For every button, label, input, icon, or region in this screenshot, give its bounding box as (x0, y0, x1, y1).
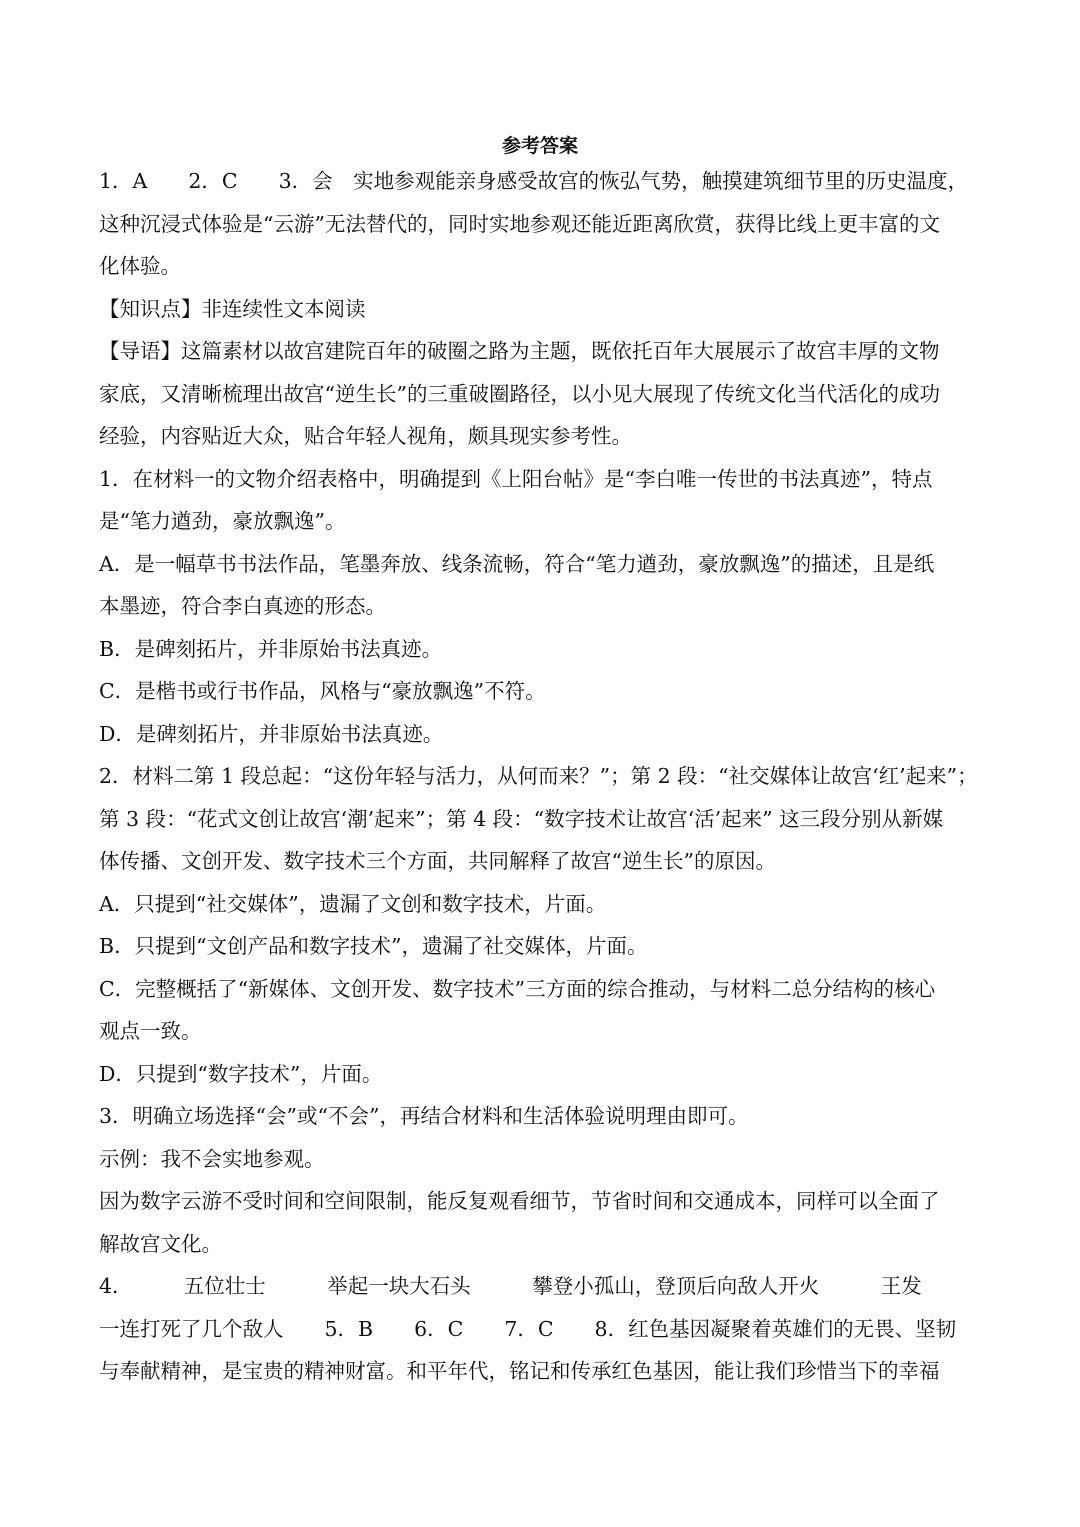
text-line: 4． 五位壮士 举起一块大石头 攀登小孤山，登顶后向敌人开火 王发 (99, 1274, 922, 1298)
text-line: D．只提到“数字技术”，片面。 (99, 1061, 383, 1086)
text-line: 与奉献精神，是宝贵的精神财富。和平年代，铭记和传承红色基因，能让我们珍惜当下的幸福 (99, 1359, 940, 1383)
text-line: 化体验。 (99, 254, 181, 278)
text-line: 因为数字云游不受时间和空间限制，能反复观看细节，节省时间和交通成本，同样可以全面了 (99, 1189, 940, 1213)
text-line: 家底，又清晰梳理出故宫“逆生长”的三重破圈路径，以小见大展现了传统文化当代活化的成功 (99, 381, 940, 406)
text-line: 1．在材料一的文物介绍表格中，明确提到《上阳台帖》是“李白唯一传世的书法真迹”，特点 (99, 466, 933, 491)
text-line: B．是碑刻拓片，并非原始书法真迹。 (99, 636, 443, 661)
text-line: 示例：我不会实地参观。 (99, 1146, 325, 1171)
text-line: 【知识点】非连续性文本阅读 (99, 296, 366, 321)
text-line: 本墨迹，符合李白真迹的形态。 (99, 594, 386, 618)
text-line: 体传播、文创开发、数字技术三个方面，共同解释了故宫“逆生长”的原因。 (99, 849, 776, 873)
text-line: C．完整概括了“新媒体、文创开发、数字技术”三方面的综合推动，与材料二总分结构的核心 (99, 976, 936, 1001)
text-line: 2．材料二第 1 段总起：“这份年轻与活力，从何而来？”；第 2 段：“社交媒体让故宫‘红’起来”； (99, 764, 978, 788)
text-line: 这种沉浸式体验是“云游”无法替代的，同时实地参观还能近距离欣赏，获得比线上更丰富的文 (99, 211, 940, 236)
text-line: D．是碑刻拓片，并非原始书法真迹。 (99, 721, 444, 746)
text-line: 【导语】这篇素材以故宫建院百年的破圈之路为主题，既依托百年大展展示了故宫丰厚的文物 (99, 339, 940, 363)
text-line: 一连打死了几个敌人 5．B 6．C 7．C 8．红色基因凝聚着英雄们的无畏、坚韧 (99, 1316, 957, 1341)
text-line: A．是一幅草书书法作品，笔墨奔放、线条流畅，符合“笔力遒劲，豪放飘逸”的描述，且是纸 (99, 551, 935, 576)
text-line: 第 3 段：“花式文创让故宫‘潮’起来”；第 4 段：“数字技术让故宫‘活’起来” 这三段分别从新媒 (99, 806, 944, 831)
text-line: A．只提到“社交媒体”，遗漏了文创和数字技术，片面。 (99, 891, 607, 916)
answer-body (99, 160, 985, 1393)
text-line: 观点一致。 (99, 1019, 202, 1043)
text-line: 经验，内容贴近大众，贴合年轻人视角，颇具现实参考性。 (99, 424, 632, 448)
text-line: 3．明确立场选择“会”或“不会”，再结合材料和生活体验说明理由即可。 (99, 1104, 749, 1128)
page-title: 参考答案 (501, 135, 578, 157)
text-line: 是“笔力遒劲，豪放飘逸”。 (99, 509, 346, 533)
text-line: 1．A 2．C 3．会 实地参观能亲身感受故宫的恢弘气势，触摸建筑细节里的历史温度， (99, 169, 969, 193)
text-line: B．只提到“文创产品和数字技术”，遗漏了社交媒体，片面。 (99, 934, 648, 958)
text-line: 解故宫文化。 (99, 1231, 222, 1256)
text-line: C．是楷书或行书作品，风格与“豪放飘逸”不符。 (99, 679, 546, 703)
